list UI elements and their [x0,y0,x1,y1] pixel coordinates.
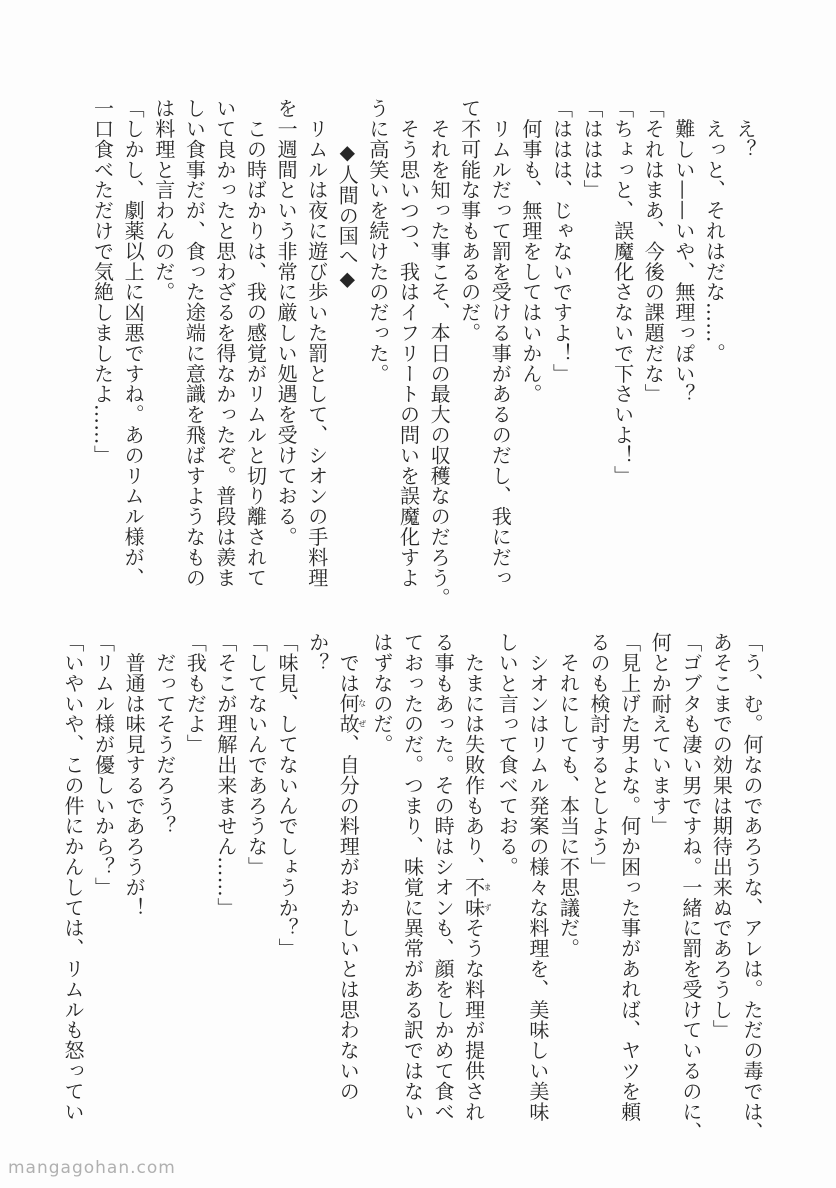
text-line: あそこまでの効果は期待出来ぬであろうし」 [709,632,734,1040]
text-line: 「ゴブタも凄い男ですね。一緒に罰を受けているのに、 [678,632,703,1142]
text-line: 「う、む。何なのであろうな、アレは。ただの毒では、 [740,632,764,1142]
text-line: 何事も、無理をしてはいかん。 [518,98,543,404]
text-line: 「リムル様が優しいから？」 [91,632,116,898]
text-line: はずなのだ。 [369,632,394,755]
text-line: 「ははは」 [580,98,605,200]
text-line: そう思いつつ、我はイフリートの問いを誤魔化すよ [396,98,421,588]
bottom-text-block [57,632,767,1142]
text-line: 「ちょっと、誤魔化さないで下さいよ！」 [610,98,635,486]
text-line: る事もあった。その時はシオンも、顔をしかめて食べ [431,632,456,1122]
text-segment: では [336,632,361,694]
text-segment: そうな料理が提供され [461,917,486,1122]
text-line: 「ははは、じゃないですよ！」 [549,98,574,384]
top-text-block [87,98,760,608]
text-line: るのも検討するとしよう」 [587,632,612,877]
text-line: を一週間という非常に厳しい処遇を受けておる。 [274,98,299,547]
text-segment: たまには失敗作もあり、 [461,632,486,877]
text-line: 難しい——いや、無理っぽい？ [671,98,696,404]
text-line: しいと言って食べておる。 [495,632,520,877]
ruby-text: まず [483,876,493,918]
ruby-text: なぜ [357,693,367,735]
text-line: 「見上げた男よな。何か困った事があれば、ヤツを頼 [617,632,642,1122]
text-line: 「味見、してないんでしょうか？」 [275,632,300,959]
text-line: え？ [733,98,757,160]
text-line: しい食事だが、食った途端に意識を飛ばすようなもの [182,98,207,588]
ruby-base: 不味 [461,876,486,918]
text-line: 何とか耐えています」 [648,632,673,836]
text-line: リムルは夜に遊び歩いた罰として、シオンの手料理 [304,98,329,588]
text-segment: 、自分の料理がおかしいとは思わないの [336,734,361,1102]
text-line: 普通は味見するであろうが！ [122,632,147,918]
text-line: 「してないんであろうな」 [244,632,269,877]
text-line: 一口食べただけで気絶しましたよ……」 [90,98,115,466]
text-line: ておったのだ。つまり、味覚に異常がある訳ではない [400,632,425,1122]
text-line: 「そこが理解出来ません……」 [213,632,238,918]
ruby-annotation [336,693,367,735]
text-line: だってそうだろう？ [152,632,177,836]
ruby-base: 何故 [336,693,361,735]
text-line: 「それはまあ、今後の課題だな」 [641,98,666,404]
text-line: 「しかし、劇薬以上に凶悪ですね。あのリムル様が、 [121,98,146,588]
text-line [458,632,492,1132]
text-line [333,632,367,1132]
watermark: mangagohan.com [8,1158,176,1178]
text-line: それにしても、本当に不思議だ。 [556,632,581,959]
text-line: て不可能な事もあるのだ。 [457,98,482,343]
text-line: 「我もだよ」 [183,632,208,755]
text-line: それを知った事こそ、本日の最大の収穫なのだろう。 [427,98,452,608]
text-line: うに高笑いを続けたのだった。 [365,98,390,384]
text-line: 「いやいや、この件にかんしては、リムルも怒ってい [60,632,85,1122]
text-line: か？ [305,632,330,673]
text-line: リムルだって罰を受ける事があるのだし、我にだっ [488,98,513,588]
text-line: は料理と言わんのだ。 [151,98,176,302]
text-line: えっと、それはだな……。 [702,98,727,364]
text-line: シオンはリムル発案の様々な料理を、美味しい美味 [525,632,550,1122]
section-heading: ◆人間の国へ◆ [335,140,360,291]
text-line: この時ばかりは、我の感覚がリムルと切り離されて [243,98,268,588]
text-line: いて良かったと思わざるを得なかったぞ。普段は羨ま [212,98,237,588]
ruby-annotation [461,876,493,918]
